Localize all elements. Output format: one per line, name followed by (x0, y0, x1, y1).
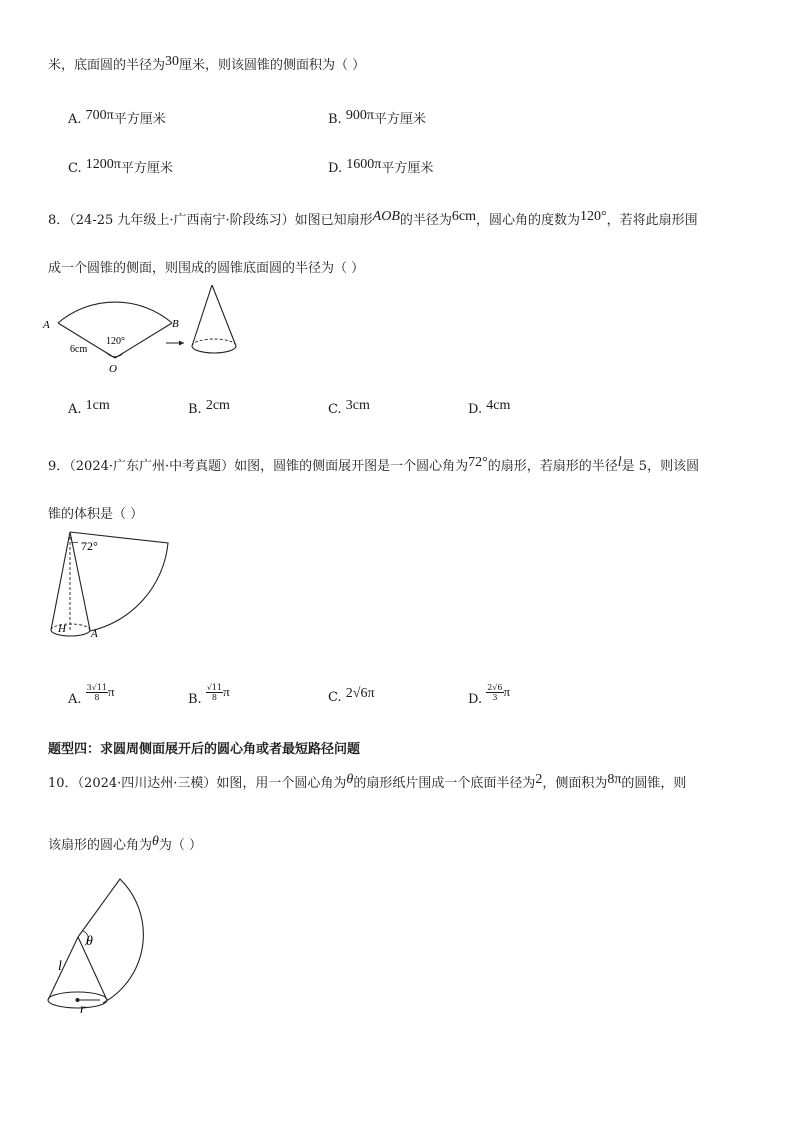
q8-option-d[interactable] (468, 398, 511, 418)
q10-theta: θ (152, 834, 159, 849)
cone-base-front (51, 630, 90, 636)
option-value: 3cm (345, 398, 370, 413)
fraction (486, 683, 503, 702)
option-letter: C. (328, 402, 342, 417)
question-number: 9． (48, 459, 70, 474)
q8-sector: AOB (372, 209, 400, 224)
q10-text: 如图，用一个圆心角为 (216, 776, 347, 791)
q8-text: 的半径为 (399, 213, 452, 228)
cone-side-left (48, 937, 78, 1000)
q8-radius: 6cm (451, 209, 477, 224)
q9-l: l (617, 455, 622, 470)
q10-theta: θ (346, 772, 354, 787)
option-unit: 平方厘米 (373, 112, 426, 127)
option-letter: D. (328, 161, 343, 176)
q10-text: 该扇形的圆心角为 (48, 838, 153, 853)
cone-side-left (192, 285, 212, 346)
question-source: （2024·四川达州·三模） (77, 776, 217, 791)
question-source: （24-25 九年级上·广西南宁·阶段练习） (69, 213, 295, 228)
q7-option-c[interactable] (68, 157, 173, 177)
label-theta: θ (86, 934, 93, 949)
label-l: l (58, 959, 62, 974)
q8-figure (40, 280, 250, 375)
q8-stem-line2 (48, 257, 364, 276)
q8-text: 成一个圆锥的侧面，则围成的圆锥底面圆的半径为（ ） (48, 261, 365, 276)
q9-option-a[interactable] (68, 683, 115, 709)
q7-option-b[interactable] (328, 108, 426, 128)
pi-symbol: π (503, 684, 511, 699)
q9-stem-line1 (48, 455, 699, 475)
option-letter: A. (68, 692, 82, 707)
q10-text: 的扇形纸片围成一个底面半径为 (353, 776, 536, 791)
q10-text: ，侧面积为 (542, 776, 608, 791)
question-source: （2024·广东广州·中考真题） (69, 459, 235, 474)
q10-text: 为（ ） (158, 838, 203, 853)
angle-arc (71, 542, 78, 543)
q8-stem-line1 (48, 209, 698, 229)
q8-option-a[interactable] (68, 398, 110, 418)
q7-radius: 30 (165, 54, 180, 69)
fraction (86, 683, 108, 702)
q9-text: 如图，圆锥的侧面展开图是一个圆心角为 (234, 459, 469, 474)
fraction (206, 683, 223, 702)
fraction-denominator: 8 (94, 693, 100, 702)
option-value: 1200π (85, 157, 121, 172)
label-r: r (80, 1002, 86, 1017)
option-value: 4cm (486, 398, 511, 413)
q9-option-c[interactable] (328, 686, 375, 706)
angle-arc (106, 352, 124, 357)
q10-text: 的圆锥，则 (621, 776, 687, 791)
q9-angle: 72° (468, 455, 488, 470)
q9-figure (45, 528, 180, 643)
option-letter: C. (68, 161, 82, 176)
option-letter: A. (68, 112, 82, 127)
question-number: 8． (48, 213, 70, 228)
label-radius: 6cm (70, 344, 88, 355)
fraction-numerator: 3√11 (86, 683, 108, 692)
q10-stem-line1 (48, 772, 686, 792)
pi-symbol: π (223, 684, 230, 699)
label-h: H (58, 623, 66, 635)
cone-side-left (51, 532, 70, 630)
q7-text-end: 厘米，则该圆锥的侧面积为（ ） (179, 58, 366, 73)
cone-base-back (192, 339, 236, 346)
label-b: B (172, 318, 179, 330)
q9-stem-line2 (48, 503, 143, 522)
q7-option-a[interactable] (68, 108, 166, 128)
cone-base-back (51, 624, 90, 630)
q9-text: 的扇形，若扇形的半径 (487, 459, 618, 474)
q9-text: 是 5，则该圆 (621, 459, 700, 474)
sector-arc (58, 302, 172, 323)
q7-text: 米，底面圆的半径为 (48, 58, 166, 73)
option-value: 900π (345, 108, 374, 123)
option-letter: C. (328, 690, 342, 705)
q9-text: 锥的体积是（ ） (48, 507, 144, 522)
label-a: A (91, 628, 98, 640)
option-letter: A. (68, 402, 82, 417)
option-letter: B. (328, 112, 342, 127)
question-number: 10． (48, 776, 78, 791)
label-o: O (109, 363, 117, 375)
arrow-icon (179, 341, 184, 346)
option-value: 2√6π (345, 686, 375, 701)
q7-option-d[interactable] (328, 157, 433, 177)
option-unit: 平方厘米 (120, 161, 173, 176)
q9-option-b[interactable] (188, 683, 230, 709)
q8-text: ，若将此扇形围 (606, 213, 698, 228)
q10-area: 8π (607, 772, 622, 787)
option-letter: B. (188, 402, 202, 417)
q10-figure (45, 875, 165, 1020)
q8-angle: 120° (580, 209, 607, 224)
fraction-numerator: 2√6 (487, 683, 503, 692)
option-unit: 平方厘米 (381, 161, 434, 176)
fraction-numerator: √11 (206, 683, 223, 692)
option-value: 2cm (205, 398, 230, 413)
label-angle: 72° (81, 539, 98, 553)
q8-option-b[interactable] (188, 398, 230, 418)
cone-side-right (212, 285, 236, 346)
fraction-denominator: 8 (211, 693, 218, 702)
option-value: 1cm (85, 398, 110, 413)
cone-base-front (192, 346, 236, 353)
q10-stem-line2 (48, 834, 202, 854)
section-heading: 题型四：求圆周侧面展开后的圆心角或者最短路径问题 (48, 742, 361, 757)
label-a: A (43, 319, 50, 331)
option-value: 1600π (346, 157, 382, 172)
base-center (76, 998, 80, 1002)
option-letter: D. (468, 402, 483, 417)
option-letter: D. (468, 692, 483, 707)
option-value: 700π (85, 108, 114, 123)
pi-symbol: π (108, 684, 115, 699)
q8-text: ，圆心角的度数为 (476, 213, 581, 228)
q7-stem-line (48, 54, 365, 74)
q8-option-c[interactable] (328, 398, 370, 418)
q9-option-d[interactable] (468, 683, 511, 709)
option-unit: 平方厘米 (113, 112, 166, 127)
label-angle: 120° (106, 336, 125, 347)
fraction-denominator: 3 (492, 693, 498, 702)
q10-radius: 2 (535, 772, 543, 787)
option-letter: B. (188, 692, 202, 707)
q8-text: 如图已知扇形 (294, 213, 373, 228)
